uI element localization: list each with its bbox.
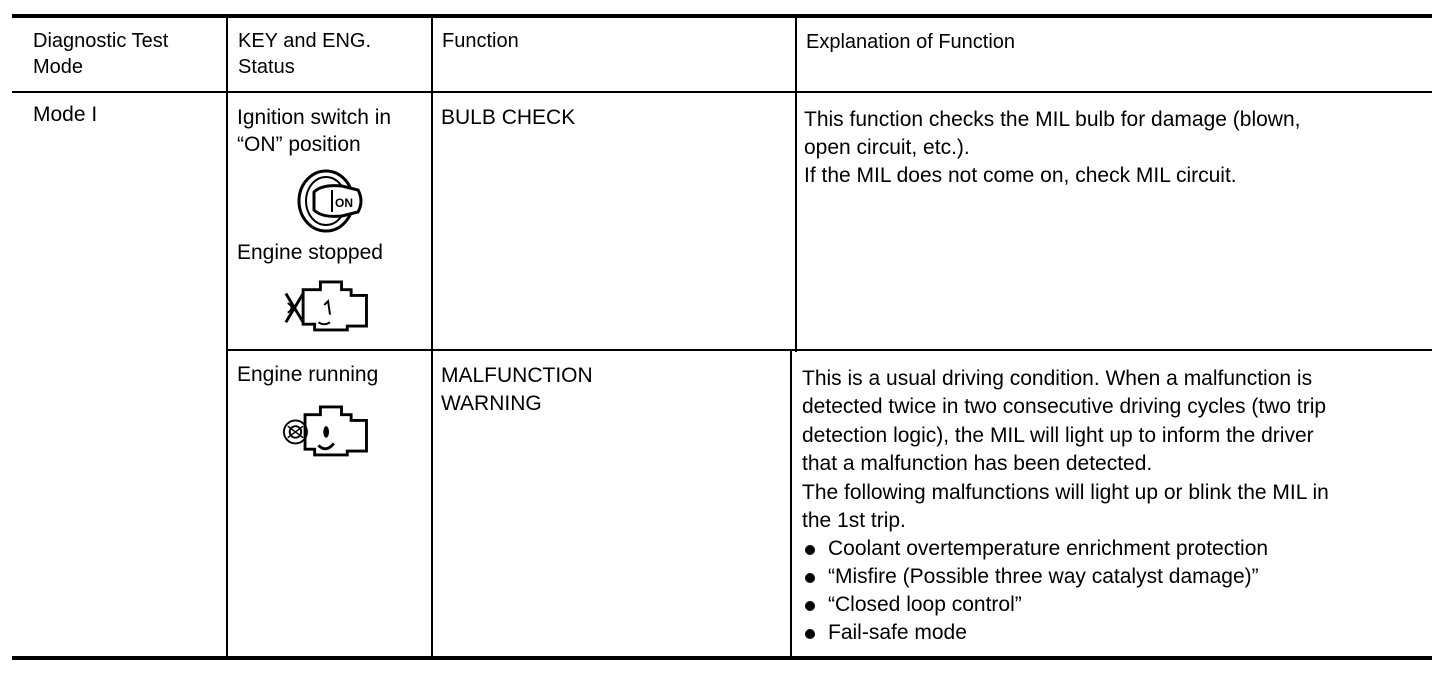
column-divider-3-lower — [790, 350, 792, 658]
status-engine-running: Engine running — [237, 363, 379, 386]
list-item: “Closed loop control” — [802, 591, 1329, 619]
explanation-malfunction-text: This is a usual driving condition. When a malfunction is detected twice in two consecutive driving cycles (two trip detection logic), the MIL will light up to inform the driver that a malfunction has been detected. The following malfunctions will light up or blink the MIL in the 1st trip. — [802, 367, 1329, 533]
row-separator — [227, 349, 1432, 351]
status-engine-stopped: Engine stopped — [237, 241, 383, 264]
table-top-border — [12, 14, 1432, 18]
header-explanation: Explanation of Function — [806, 31, 1016, 53]
column-divider-3 — [795, 16, 797, 352]
header-separator — [12, 91, 1432, 93]
list-item: Fail-safe mode — [802, 619, 1329, 647]
function-malfunction-warning: MALFUNCTION WARNING — [441, 364, 593, 415]
header-function: Function — [442, 30, 519, 52]
column-divider-2 — [431, 16, 433, 658]
engine-stopped-icon — [282, 276, 378, 334]
malfunction-list — [802, 535, 1329, 647]
explanation-bulb-check: This function checks the MIL bulb for damage (blown, open circuit, etc.). If the MIL does not come on, check MIL circuit. — [804, 108, 1301, 187]
list-item: Coolant overtemperature enrichment protection — [802, 535, 1329, 563]
mode-label: Mode I — [33, 103, 98, 126]
column-divider-1 — [226, 16, 228, 658]
engine-running-icon — [282, 400, 378, 460]
table-bottom-border — [12, 656, 1432, 660]
header-key-eng-status: KEY and ENG. Status — [238, 30, 372, 78]
explanation-malfunction-warning — [802, 365, 1329, 647]
key-on-label: ON — [335, 196, 353, 210]
ignition-key-on-icon — [292, 166, 372, 236]
header-diagnostic-test-mode: Diagnostic Test Mode — [33, 30, 169, 78]
status-ignition-on: Ignition switch in “ON” position — [237, 106, 392, 156]
list-item: “Misfire (Possible three way catalyst damage)” — [802, 563, 1329, 591]
function-bulb-check: BULB CHECK — [441, 106, 576, 129]
